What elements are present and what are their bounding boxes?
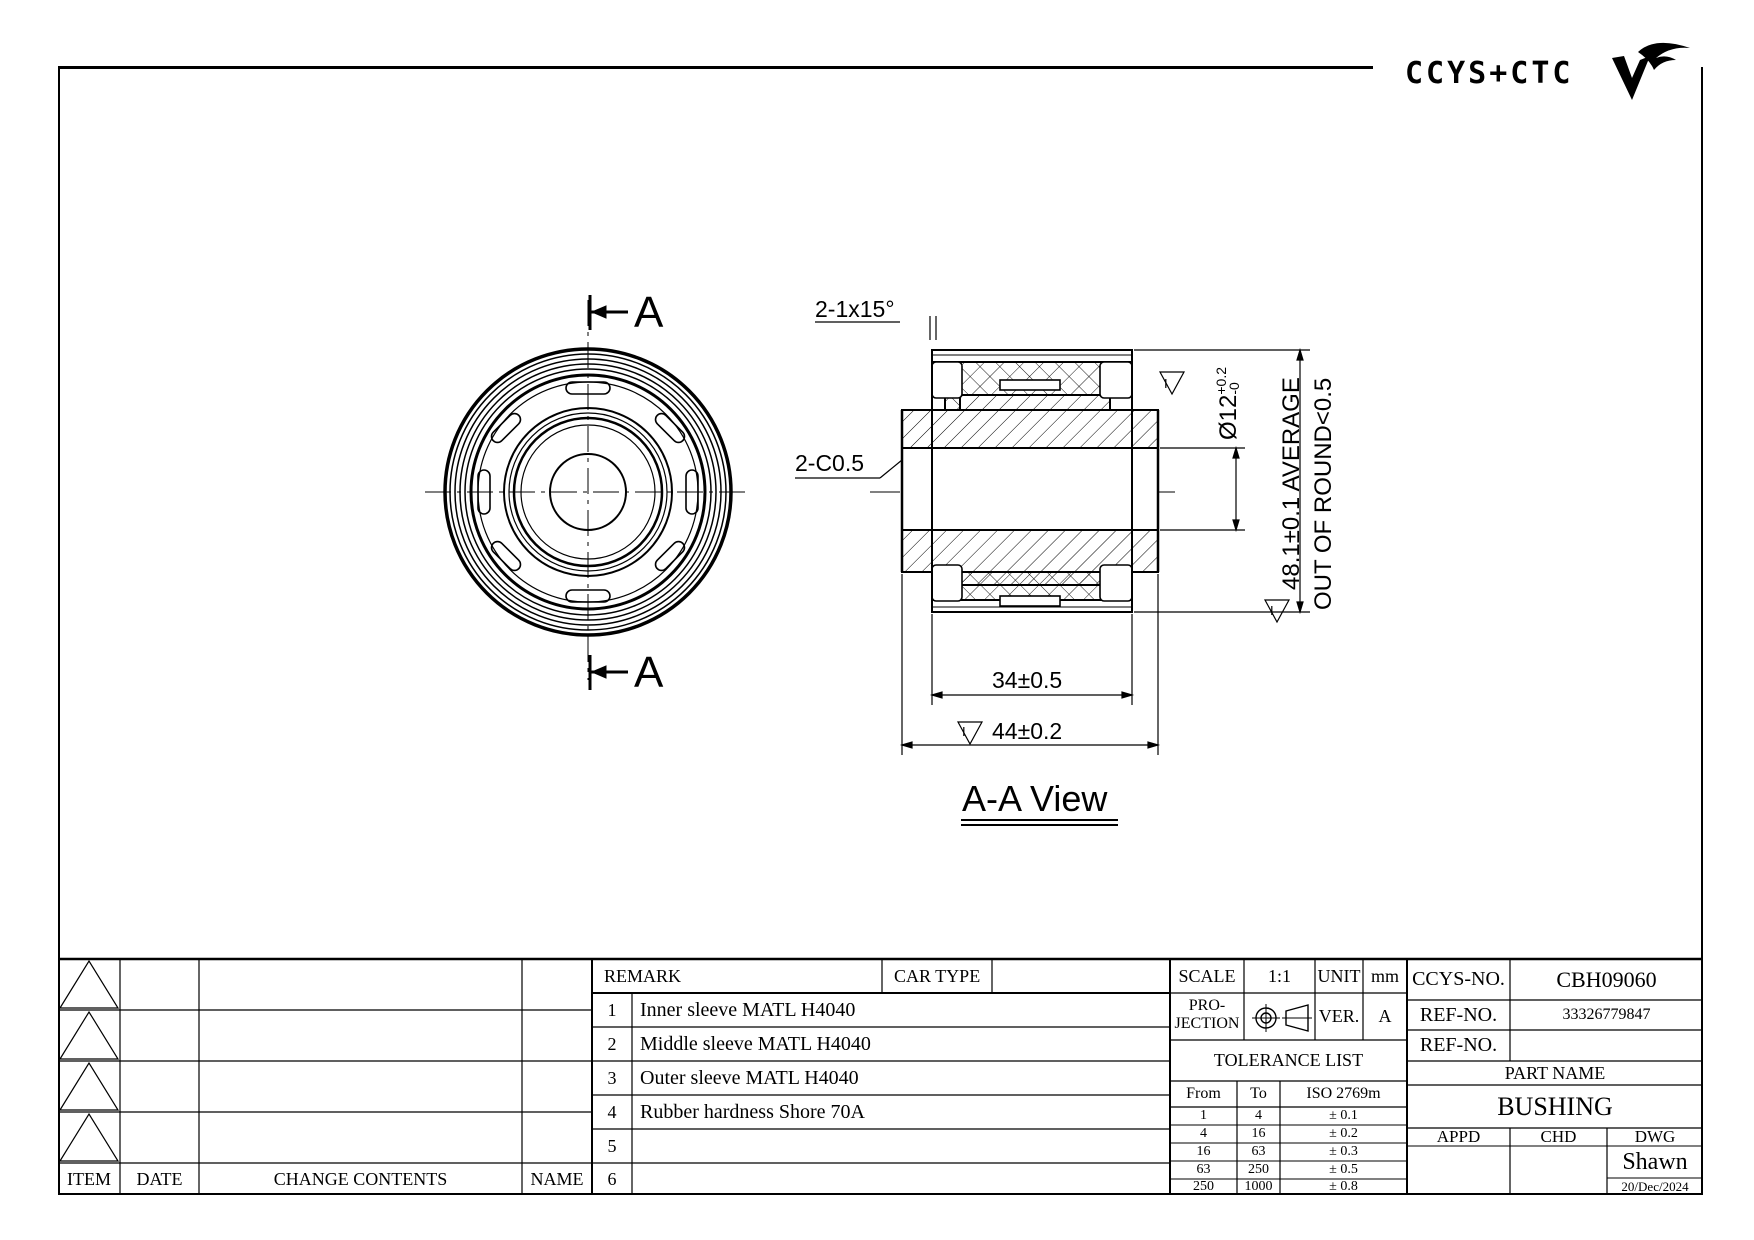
projection-label-1: PRO-: [1188, 997, 1226, 1014]
ccys-no-label: CCYS-NO.: [1412, 968, 1505, 990]
ref-no-value: 33326779847: [1562, 1006, 1651, 1023]
tol-to-header: To: [1250, 1085, 1267, 1102]
tol-to-3: 63: [1251, 1144, 1266, 1159]
inspection-mark-3: I: [962, 724, 966, 739]
chd-label: CHD: [1540, 1127, 1577, 1146]
inspection-mark-1: I: [1164, 376, 1168, 391]
remark-text-3: Outer sleeve MATL H4040: [640, 1066, 859, 1089]
chamfer-edge-label: 2-C0.5: [795, 450, 865, 476]
remark-text-2: Middle sleeve MATL H4040: [640, 1032, 871, 1055]
tol-value-4: ± 0.5: [1329, 1162, 1358, 1177]
tol-from-2: 4: [1200, 1126, 1207, 1141]
section-marker-bottom: A: [634, 648, 664, 697]
remark-no-4: 4: [607, 1101, 617, 1122]
tol-value-2: ± 0.2: [1329, 1126, 1358, 1141]
section-marker-top: A: [634, 288, 664, 337]
tol-to-1: 4: [1255, 1108, 1262, 1123]
remark-no-6: 6: [607, 1168, 617, 1189]
outer-diameter-dim: 48.1±0.1 AVERAGE: [1278, 377, 1305, 590]
inspection-mark-2: I: [1270, 603, 1274, 618]
remark-text-1: Inner sleeve MATL H4040: [640, 998, 856, 1021]
inner-tol-lower: -0: [1226, 382, 1242, 395]
remark-text-4: Rubber hardness Shore 70A: [640, 1100, 865, 1123]
dwg-name: Shawn: [1622, 1148, 1688, 1175]
tol-from-5: 250: [1193, 1179, 1214, 1194]
tol-from-header: From: [1186, 1085, 1221, 1102]
remark-no-2: 2: [607, 1033, 617, 1054]
projection-label-2: JECTION: [1174, 1015, 1240, 1032]
date-header: DATE: [136, 1168, 183, 1189]
tol-value-3: ± 0.3: [1329, 1144, 1358, 1159]
tolerance-title: TOLERANCE LIST: [1213, 1050, 1364, 1070]
tol-iso-header: ISO 2769m: [1306, 1085, 1381, 1102]
remark-label: REMARK: [604, 965, 682, 986]
overall-length-dim: 44±0.2: [992, 718, 1063, 744]
remark-no-1: 1: [607, 999, 617, 1020]
chamfer-angle-label: 2-1x15°: [815, 296, 895, 322]
inner-diameter-value: Ø12: [1215, 394, 1242, 440]
ver-value: A: [1378, 1006, 1392, 1026]
remark-text-6: [632, 1163, 1170, 1195]
part-name-value: BUSHING: [1497, 1091, 1613, 1121]
tol-value-5: ± 0.8: [1329, 1179, 1358, 1194]
tol-from-1: 1: [1200, 1108, 1207, 1123]
ver-label: VER.: [1318, 1006, 1360, 1026]
ref-no-label: REF-NO.: [1419, 1003, 1498, 1026]
item-header: ITEM: [67, 1168, 111, 1189]
part-name-label: PART NAME: [1504, 1062, 1606, 1083]
ccys-no-value: CBH09060: [1556, 966, 1657, 992]
appd-label: APPD: [1436, 1127, 1481, 1146]
inner-length-dim: 34±0.5: [992, 667, 1063, 693]
dwg-label: DWG: [1634, 1127, 1676, 1146]
tol-from-3: 16: [1196, 1144, 1211, 1159]
logo-text: CCYS+CTC: [1405, 56, 1574, 91]
dwg-date: 20/Dec/2024: [1621, 1178, 1689, 1194]
unit-value: mm: [1370, 965, 1399, 986]
tol-from-4: 63: [1196, 1162, 1211, 1177]
change-contents-header: CHANGE CONTENTS: [273, 1168, 448, 1189]
scale-value: 1:1: [1267, 965, 1291, 986]
ref-no2-value: [1510, 1030, 1703, 1061]
car-type-label: CAR TYPE: [894, 965, 981, 986]
remark-text-5: [632, 1129, 1170, 1163]
unit-label: UNIT: [1317, 965, 1361, 986]
scale-label: SCALE: [1178, 965, 1236, 986]
inner-tol-upper: +0.2: [1213, 366, 1229, 395]
tol-value-1: ± 0.1: [1329, 1108, 1358, 1123]
tol-to-5: 1000: [1244, 1179, 1273, 1194]
remark-no-3: 3: [607, 1067, 617, 1088]
ref-no2-label: REF-NO.: [1419, 1034, 1498, 1056]
view-title: A-A View: [962, 778, 1108, 819]
out-of-round-dim: OUT OF ROUND<0.5: [1310, 377, 1337, 610]
remark-no-5: 5: [607, 1135, 617, 1156]
name-header: NAME: [530, 1168, 584, 1189]
tol-to-2: 16: [1251, 1126, 1266, 1141]
tol-to-4: 250: [1248, 1162, 1269, 1177]
